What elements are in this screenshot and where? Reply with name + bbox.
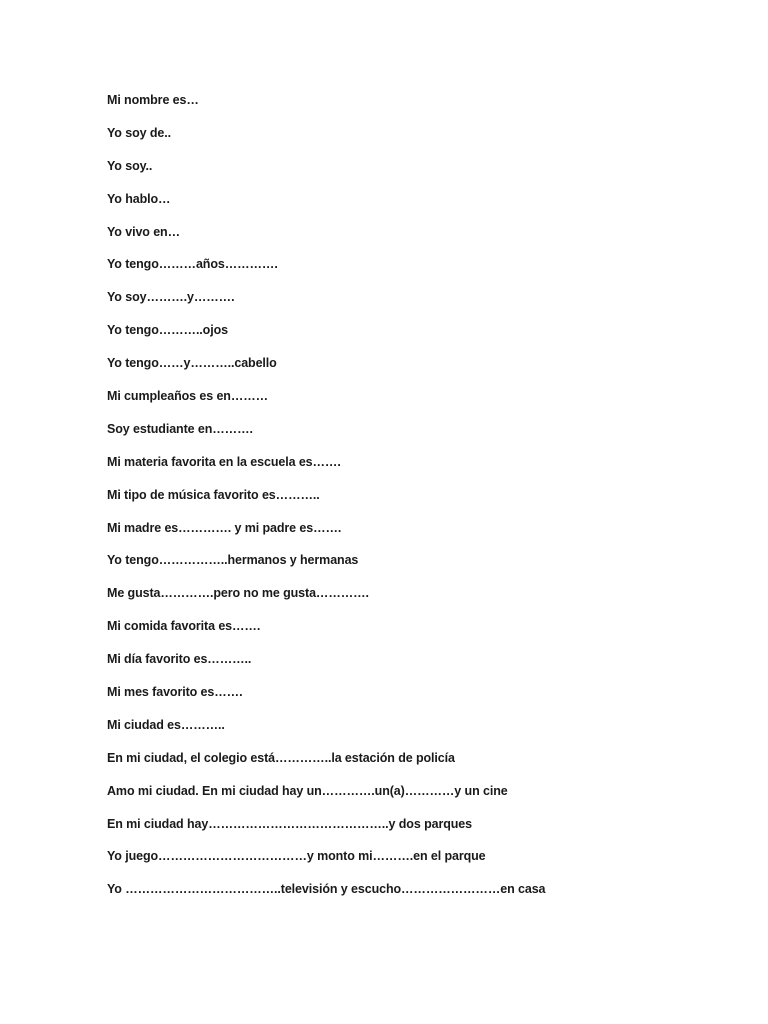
worksheet-line: Mi madre es…………. y mi padre es……. [107, 520, 342, 535]
worksheet-line: Yo soy……….y………. [107, 290, 235, 305]
worksheet-line: Mi cumpleaños es en……… [107, 389, 269, 404]
worksheet-line: Mi ciudad es……….. [107, 717, 225, 732]
worksheet-line: Mi materia favorita en la escuela es……. [107, 454, 341, 469]
worksheet-line: Mi día favorito es……….. [107, 652, 252, 667]
worksheet-line: Yo juego………………………………y monto mi……….en el parque [107, 849, 486, 864]
worksheet-line: Yo soy de.. [107, 125, 171, 140]
worksheet-line: Yo soy.. [107, 158, 153, 173]
worksheet-line: Mi nombre es… [107, 93, 199, 107]
worksheet-line: Mi comida favorita es……. [107, 619, 261, 634]
worksheet-line: Yo tengo……y………..cabello [107, 356, 277, 371]
worksheet-line: En mi ciudad, el colegio está…………..la estación de policía [107, 750, 455, 765]
worksheet-line: En mi ciudad hay……………………………………..y dos parques [107, 816, 472, 831]
worksheet-line: Yo hablo… [107, 191, 171, 206]
worksheet-line: Soy estudiante en………. [107, 421, 253, 436]
worksheet-line: Me gusta………….pero no me gusta…………. [107, 586, 369, 601]
worksheet-line: Mi tipo de música favorito es……….. [107, 487, 320, 502]
worksheet-line: Yo tengo……………..hermanos y hermanas [107, 553, 359, 568]
worksheet-line: Yo tengo………años…………. [107, 257, 278, 272]
worksheet-lines [107, 91, 545, 913]
worksheet-line: Mi mes favorito es……. [107, 685, 243, 700]
worksheet-line: Yo vivo en… [107, 224, 180, 239]
worksheet-line: Amo mi ciudad. En mi ciudad hay un………….un(a)…………y un cine [107, 783, 508, 798]
worksheet-line: Yo tengo………..ojos [107, 323, 228, 338]
worksheet-line: Yo ………………………………..televisión y escucho……………………en casa [107, 882, 546, 897]
